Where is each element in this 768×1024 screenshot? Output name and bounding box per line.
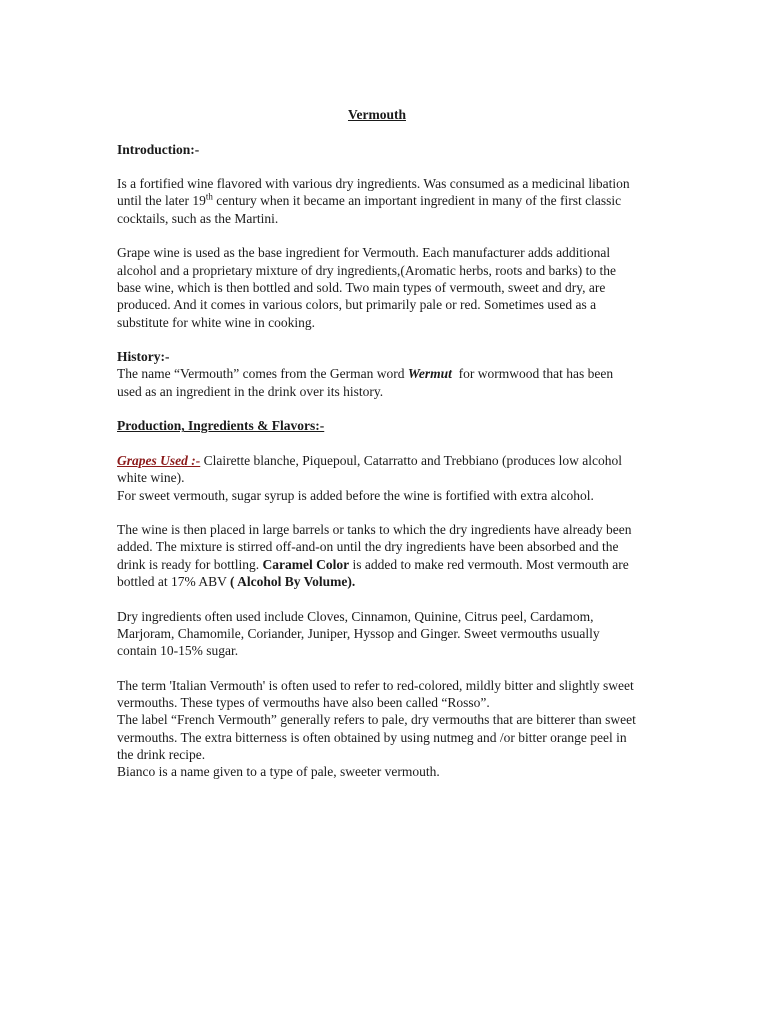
grapes-used-text: Clairette blanche, Piquepoul, Catarratto and Trebbiano (produces low alcohol white wine). (117, 452, 623, 486)
italian-vermouth-paragraph: The term 'Italian Vermouth' is often used to refer to red-colored, mildly bitter and slightly sweet vermouths. These types of vermouths have also been called “Rosso”. (117, 677, 634, 711)
french-vermouth-paragraph: The label “French Vermouth” generally refers to pale, dry vermouths that are bitterer than sweet vermouths. The extra bitterness is often obtained by using nutmeg and /or bitter orange peel in the drink recipe. (117, 712, 636, 762)
intro-text-end: century when it became an important ingredient in many of the first classic cocktails, such as the Martini. (117, 193, 622, 226)
intro-text-start: Is a fortified wine flavored with various dry ingredients. Was consumed as a medicinal libation until the later 19 (117, 176, 630, 209)
abv-definition: ( Alcohol By Volume). (230, 574, 356, 590)
grapes-used-label: Grapes Used :- (117, 452, 201, 468)
wermut-term: Wermut (407, 366, 452, 382)
grapes-paragraph (117, 452, 637, 487)
introduction-paragraph-2: Grape wine is used as the base ingredient for Vermouth. Each manufacturer adds additional alcohol and a proprietary mixture of dry ingredients,(Aromatic herbs, roots and barks) to the base wine, which is then bottled and sold. Two main types of vermouth, sweet and dry, are produced. And it comes in various colors, but primarily pale or red. Sometimes used as a substitute for white wine in cooking. (117, 245, 616, 330)
spacer (117, 504, 637, 521)
spacer (117, 435, 637, 452)
barrels-paragraph (117, 521, 637, 590)
spacer (117, 158, 637, 175)
introduction-paragraph-1 (117, 175, 637, 227)
document-body (117, 106, 637, 781)
history-heading: History:- (117, 349, 170, 365)
sweet-vermouth-paragraph: For sweet vermouth, sugar syrup is added before the wine is fortified with extra alcohol. (117, 487, 594, 503)
production-heading: Production, Ingredients & Flavors:- (117, 418, 325, 434)
history-text-start: The name “Vermouth” comes from the German word (117, 366, 408, 382)
spacer (117, 400, 637, 417)
spacer (117, 590, 637, 607)
caramel-color-term: Caramel Color (262, 556, 350, 572)
history-paragraph (117, 365, 637, 400)
history-text-end: for wormwood that has been used as an ingredient in the drink over its history. (117, 366, 617, 399)
introduction-heading: Introduction:- (117, 141, 200, 157)
dry-ingredients-paragraph: Dry ingredients often used include Cloves, Cinnamon, Quinine, Citrus peel, Cardamom, Marjoram, Chamomile, Coriander, Juniper, Hyssop and Ginger. Sweet vermouths usually contain 10-15% sugar. (117, 608, 600, 659)
document-title: Vermouth (347, 107, 406, 122)
spacer (117, 227, 637, 244)
spacer (117, 660, 637, 677)
barrels-text-1: The wine is then placed in large barrels or tanks to which the dry ingredients have already been added. The mixture is stirred off-and-on until the dry ingredients have been absorbed and the drink is ready for bottling. (117, 522, 632, 572)
spacer (117, 331, 637, 348)
bianco-paragraph: Bianco is a name given to a type of pale, sweeter vermouth. (117, 764, 440, 780)
barrels-text-2: is added to make red vermouth. Most vermouth are bottled at 17% ABV (117, 556, 629, 590)
superscript-th: th (205, 191, 213, 202)
